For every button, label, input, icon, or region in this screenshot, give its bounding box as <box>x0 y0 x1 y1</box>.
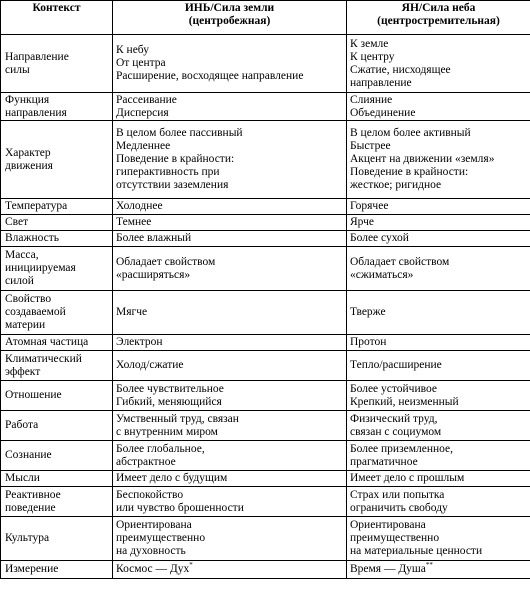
cell-ctx: Сознание <box>1 441 113 471</box>
cell-ctx: Масса, инициируемая силой <box>1 247 113 291</box>
cell-yin: В целом более пассивный Медленнее Поведение в крайности: гиперактивность при отсутствии заземления <box>113 121 347 199</box>
table-row <box>1 231 530 247</box>
cell-yin: Мягче <box>113 291 347 335</box>
cell-yin: Умственный труд, связан с внутренним миром <box>113 411 347 441</box>
cell-ctx: Реактивное поведение <box>1 487 113 517</box>
cell-yang: Физический труд, связан с социумом <box>347 411 530 441</box>
cell-yang: Протон <box>347 335 530 351</box>
cell-yang: К земле К центру Сжатие, нисходящее направление <box>347 35 530 93</box>
table-row <box>1 471 530 487</box>
cell-yin: Темнее <box>113 215 347 231</box>
table-row <box>1 247 530 291</box>
header-yang: ЯН/Сила неба (центростремительная) <box>347 1 530 35</box>
cell-yin: Электрон <box>113 335 347 351</box>
cell-yin: Ориентирована преимущественно на духовность <box>113 517 347 561</box>
cell-yin: Холоднее <box>113 199 347 215</box>
cell-yin: Более глобальное, абстрактное <box>113 441 347 471</box>
cell-yin: Беспокойство или чувство брошенности <box>113 487 347 517</box>
table-row <box>1 411 530 441</box>
cell-yin: Обладает свойством «расширяться» <box>113 247 347 291</box>
cell-yang: Ярче <box>347 215 530 231</box>
cell-ctx: Работа <box>1 411 113 441</box>
table-row <box>1 93 530 121</box>
cell-yin: Рассеивание Дисперсия <box>113 93 347 121</box>
cell-yang: Ориентирована преимущественно на материальные ценности <box>347 517 530 561</box>
cell-yin: Более чувствительное Гибкий, меняющийся <box>113 381 347 411</box>
table-row <box>1 517 530 561</box>
cell-yin: Космос — Дух* <box>113 561 347 579</box>
cell-ctx: Влажность <box>1 231 113 247</box>
table-row <box>1 441 530 471</box>
cell-ctx: Атомная частица <box>1 335 113 351</box>
cell-ctx: Свет <box>1 215 113 231</box>
header-yin: ИНЬ/Сила земли (центробежная) <box>113 1 347 35</box>
cell-yang: Более устойчивое Крепкий, неизменный <box>347 381 530 411</box>
cell-ctx: Температура <box>1 199 113 215</box>
cell-yang: Имеет дело с прошлым <box>347 471 530 487</box>
cell-yin: Имеет дело с будущим <box>113 471 347 487</box>
table-row <box>1 335 530 351</box>
cell-yang: Более приземленное, прагматичное <box>347 441 530 471</box>
cell-yang: Более сухой <box>347 231 530 247</box>
cell-yang: Страх или попытка ограничить свободу <box>347 487 530 517</box>
cell-ctx: Отношение <box>1 381 113 411</box>
cell-ctx: Направление силы <box>1 35 113 93</box>
cell-yang: Слияние Объединение <box>347 93 530 121</box>
header-context: Контекст <box>1 1 113 35</box>
cell-yang: Горячее <box>347 199 530 215</box>
cell-ctx: Климатический эффект <box>1 351 113 381</box>
cell-yin: Более влажный <box>113 231 347 247</box>
cell-yang: В целом более активный Быстрее Акцент на движении «земля» Поведение в крайности: жесткое; ригидное <box>347 121 530 199</box>
table-row <box>1 487 530 517</box>
cell-ctx: Измерение <box>1 561 113 579</box>
cell-yang: Тверже <box>347 291 530 335</box>
cell-ctx: Свойство создаваемой материи <box>1 291 113 335</box>
cell-yang: Время — Душа** <box>347 561 530 579</box>
cell-yin: Холод/сжатие <box>113 351 347 381</box>
table-row <box>1 291 530 335</box>
table-row <box>1 215 530 231</box>
footnote-mark: ** <box>425 561 433 570</box>
table-row <box>1 381 530 411</box>
table-row <box>1 35 530 93</box>
cell-yang: Обладает свойством «сжиматься» <box>347 247 530 291</box>
footnote-mark: * <box>189 561 193 570</box>
table-row <box>1 199 530 215</box>
cell-ctx: Функция направления <box>1 93 113 121</box>
table-row <box>1 561 530 579</box>
cell-yang: Тепло/расширение <box>347 351 530 381</box>
cell-ctx: Культура <box>1 517 113 561</box>
header-row <box>1 1 530 35</box>
cell-ctx: Характер движения <box>1 121 113 199</box>
table-row <box>1 121 530 199</box>
table-row <box>1 351 530 381</box>
cell-yin: К небу От центра Расширение, восходящее направление <box>113 35 347 93</box>
cell-ctx: Мысли <box>1 471 113 487</box>
